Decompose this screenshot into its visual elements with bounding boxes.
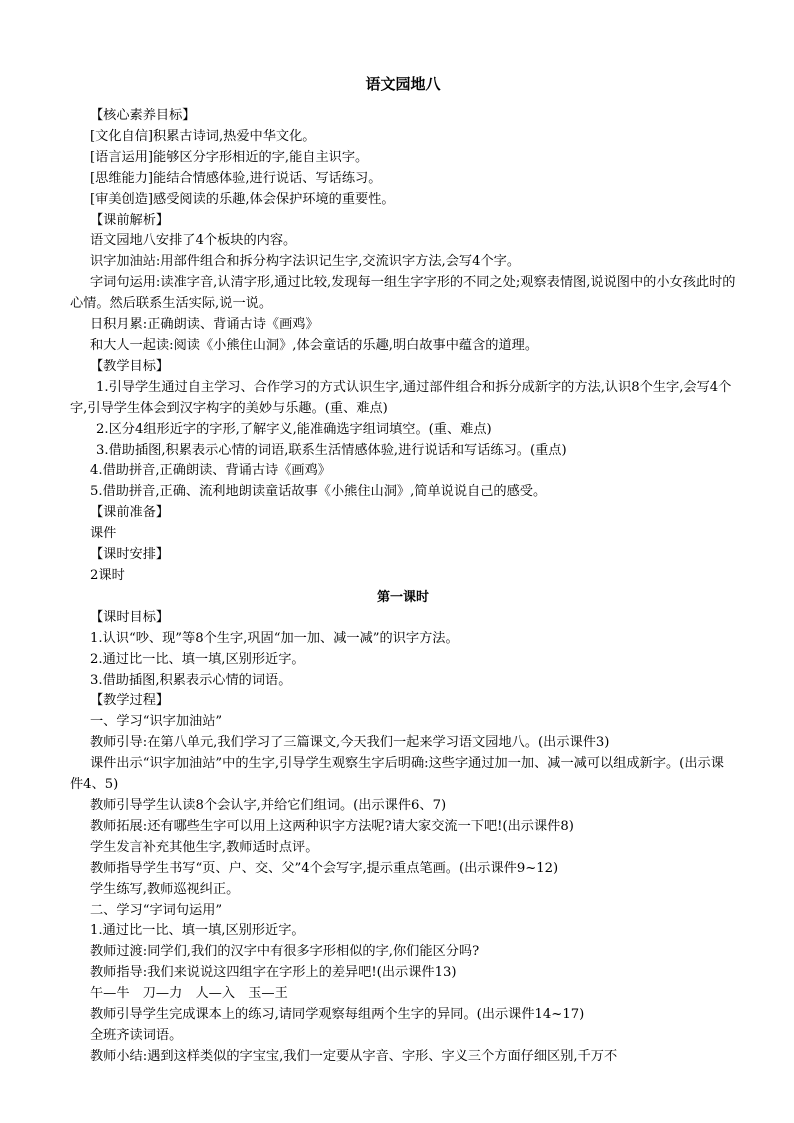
paragraph: 教师引导学生认读8个会认字,并给它们组词。(出示课件6、7) (90, 798, 447, 813)
heading-preparation: 【课前准备】 (90, 505, 170, 521)
heading-lesson-goals: 【课时目标】 (90, 609, 170, 625)
paragraph: 一、学习“识字加油站” (90, 714, 223, 730)
paragraph: [思维能力]能结合情感体验,进行说话、写话练习。 (90, 170, 382, 186)
paragraph: 教师引导学生完成课本上的练习,请同学观察每组两个生字的异同。(出示课件14~17) (90, 1007, 585, 1023)
heading-schedule: 【课时安排】 (90, 547, 170, 563)
paragraph: 教师拓展:还有哪些生字可以用上这两种识字方法呢?请大家交流一下吧!(出示课件8) (90, 818, 574, 834)
paragraph: 3.借助插图,积累表示心情的词语。 (90, 672, 292, 688)
paragraph: 午—牛 刀—力 人—入 玉—王 (90, 986, 288, 1002)
paragraph: 学生发言补充其他生字,教师适时点评。 (90, 839, 319, 855)
paragraph: 2.区分4组形近字的字形,了解字义,能准确选字组词填空。(重、难点) (96, 421, 492, 437)
paragraph: 教师过渡:同学们,我们的汉字中有很多字形相似的字,你们能区分吗? (90, 944, 480, 960)
paragraph: 课件出示“识字加油站”中的生字,引导学生观察生字后明确:这些字通过加一加、减一减可以组成新字。(出示课件4、5) (70, 756, 724, 793)
paragraph: [文化自信]积累古诗词,热爱中华文化。 (90, 128, 316, 144)
paragraph: 和大人一起读:阅读《小熊住山洞》,体会童话的乐趣,明白故事中蕴含的道理。 (90, 337, 539, 353)
paragraph: 识字加油站:用部件组合和拆分构字法识记生字,交流识字方法,会写4个字。 (90, 254, 521, 270)
paragraph: 课件 (90, 526, 117, 542)
paragraph: 字词句运用:读准字音,认清字形,通过比较,发现每一组生字字形的不同之处;观察表情图,说说图中的小女孩此时的心情。然后联系生活实际,说一说。 (70, 275, 736, 312)
paragraph: 2.通过比一比、填一填,区别形近字。 (90, 651, 305, 667)
paragraph: 教师小结:遇到这样类似的字宝宝,我们一定要从字音、字形、字义三个方面仔细区别,千万不 (90, 1048, 618, 1064)
paragraph: 教师引导:在第八单元,我们学习了三篇课文,今天我们一起来学习语文园地八。(出示课件3) (90, 735, 610, 751)
paragraph: 3.借助插图,积累表示心情的词语,联系生活情感体验,进行说话和写话练习。(重点) (96, 442, 567, 458)
paragraph: 教师指导:我们来说说这四组字在字形上的差异吧!(出示课件13) (90, 965, 457, 981)
paragraph: 4.借助拼音,正确朗读、背诵古诗《画鸡》 (90, 463, 331, 479)
heading-pre-analysis: 【课前解析】 (90, 212, 170, 228)
paragraph: 全班齐读词语。 (90, 1027, 183, 1043)
paragraph: 日积月累:正确朗读、背诵古诗《画鸡》 (90, 317, 319, 333)
paragraph: 1.通过比一比、填一填,区别形近字。 (90, 923, 305, 939)
paragraph: 教师指导学生书写“页、户、交、父”4个会写字,提示重点笔画。(出示课件9~12) (90, 860, 559, 876)
document-page (70, 72, 736, 1068)
heading-process: 【教学过程】 (90, 693, 170, 709)
paragraph: 语文园地八安排了4个板块的内容。 (90, 233, 297, 249)
paragraph: [审美创造]感受阅读的乐趣,体会保护环境的重要性。 (90, 191, 395, 207)
paragraph: 2课时 (90, 567, 125, 583)
section-title: 第一课时 (376, 589, 429, 605)
paragraph: 5.借助拼音,正确、流利地朗读童话故事《小熊住山洞》,简单说说自己的感受。 (90, 484, 547, 500)
document-title: 语文园地八 (365, 75, 441, 93)
paragraph: 1.引导学生通过自主学习、合作学习的方式认识生字,通过部件组合和拆分成新字的方法,认识8个生字,会写4个字,引导学生体会到汉字构字的美妙与乐趣。(重、难点) (70, 379, 732, 416)
paragraph: [语言运用]能够区分字形相近的字,能自主识字。 (90, 149, 369, 165)
paragraph: 1.认识“吵、现”等8个生字,巩固“加一加、减一减”的识字方法。 (90, 630, 459, 646)
heading-core-goals: 【核心素养目标】 (90, 108, 196, 123)
paragraph: 二、学习“字词句运用” (90, 902, 223, 918)
heading-teaching-goals: 【教学目标】 (90, 358, 170, 374)
paragraph: 学生练写,教师巡视纠正。 (90, 881, 240, 897)
